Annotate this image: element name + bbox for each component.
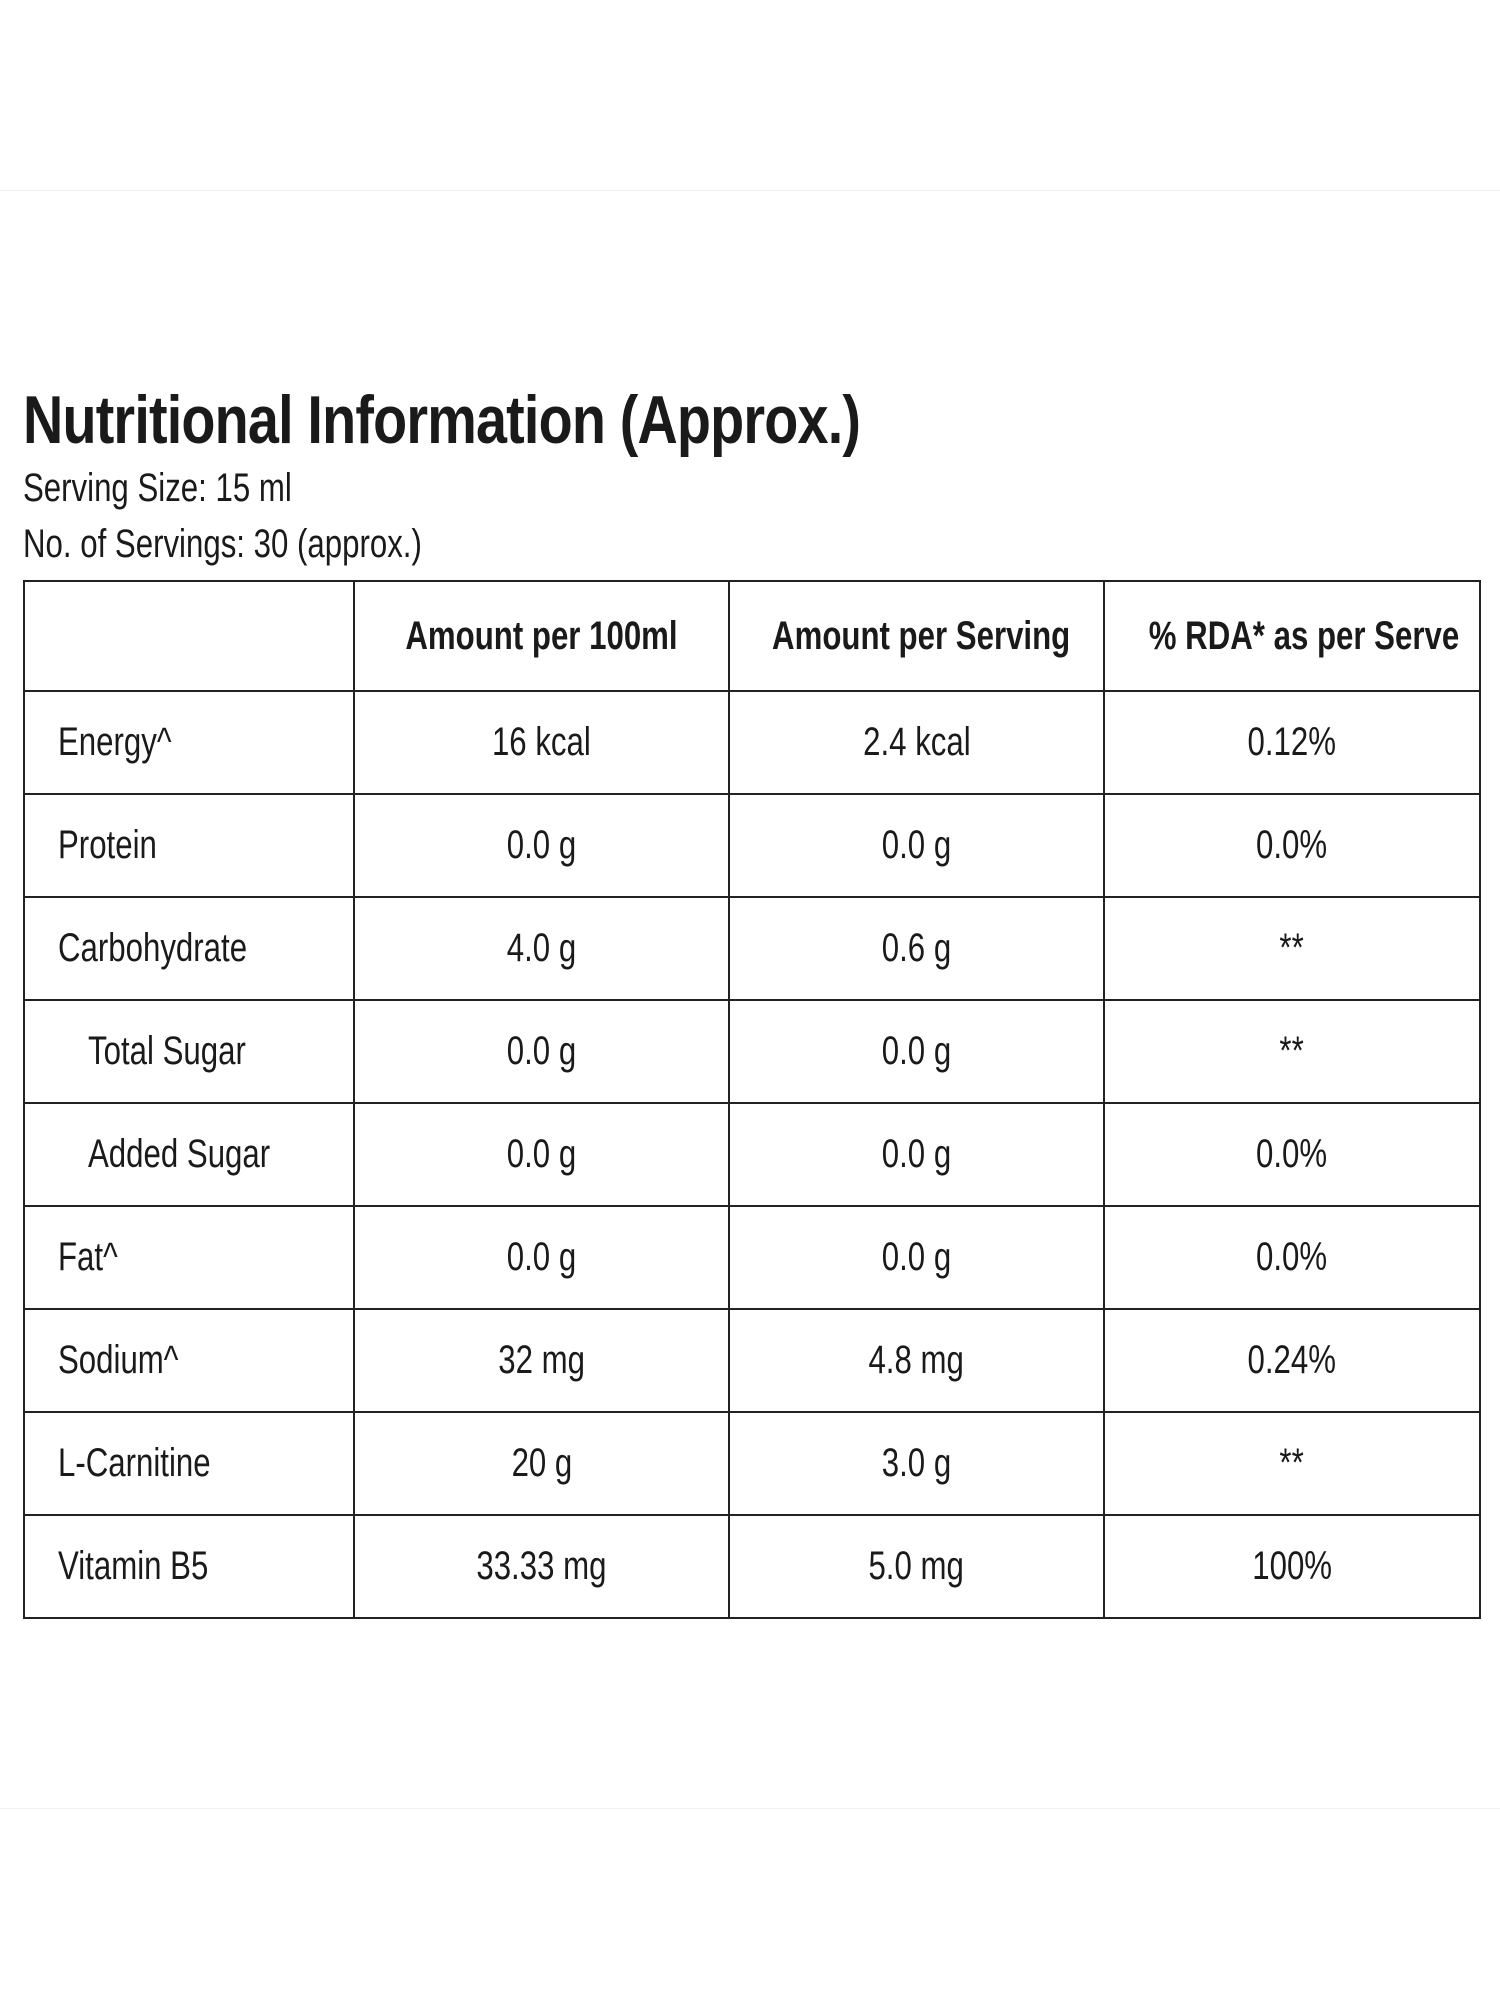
amount-per-100ml: 16 kcal (354, 691, 729, 794)
amount-per-100ml: 0.0 g (354, 1206, 729, 1309)
rda-percent: 100% (1104, 1515, 1480, 1618)
column-header-per-serving: Amount per Serving (729, 581, 1104, 691)
table-header-row (24, 581, 1480, 691)
rda-percent: 0.0% (1104, 1103, 1480, 1206)
amount-per-100ml: 0.0 g (354, 1000, 729, 1103)
nutrient-name: Vitamin B5 (24, 1515, 354, 1618)
nutrient-name: Sodium^ (24, 1309, 354, 1412)
rda-percent: 0.24% (1104, 1309, 1480, 1412)
nutrient-name: Energy^ (24, 691, 354, 794)
table-row (24, 1309, 1480, 1412)
amount-per-100ml: 4.0 g (354, 897, 729, 1000)
column-header-rda: % RDA* as per Serve (1104, 581, 1480, 691)
amount-per-100ml: 0.0 g (354, 1103, 729, 1206)
amount-per-100ml: 20 g (354, 1412, 729, 1515)
top-divider (0, 190, 1500, 191)
amount-per-100ml: 32 mg (354, 1309, 729, 1412)
amount-per-serving: 0.6 g (729, 897, 1104, 1000)
column-header-per-100ml: Amount per 100ml (354, 581, 729, 691)
column-header-nutrient (24, 581, 354, 691)
bottom-divider (0, 1808, 1500, 1809)
nutrient-name: Protein (24, 794, 354, 897)
amount-per-serving: 5.0 mg (729, 1515, 1104, 1618)
amount-per-serving: 3.0 g (729, 1412, 1104, 1515)
amount-per-serving: 4.8 mg (729, 1309, 1104, 1412)
nutrient-name: Total Sugar (24, 1000, 354, 1103)
serving-size: Serving Size: 15 ml (23, 466, 292, 510)
amount-per-serving: 0.0 g (729, 794, 1104, 897)
nutrition-header (23, 380, 1479, 572)
rda-percent: ** (1104, 1412, 1480, 1515)
table-row (24, 1412, 1480, 1515)
amount-per-100ml: 33.33 mg (354, 1515, 729, 1618)
page-title: Nutritional Information (Approx.) (23, 382, 861, 458)
table-row (24, 1000, 1480, 1103)
table-row (24, 1206, 1480, 1309)
table-row (24, 794, 1480, 897)
amount-per-serving: 0.0 g (729, 1000, 1104, 1103)
rda-percent: 0.0% (1104, 794, 1480, 897)
amount-per-100ml: 0.0 g (354, 794, 729, 897)
nutrient-name: L-Carnitine (24, 1412, 354, 1515)
rda-percent: ** (1104, 1000, 1480, 1103)
rda-percent: ** (1104, 897, 1480, 1000)
table-row (24, 1515, 1480, 1618)
nutrient-name: Carbohydrate (24, 897, 354, 1000)
nutrient-name: Added Sugar (24, 1103, 354, 1206)
table-row (24, 691, 1480, 794)
amount-per-serving: 0.0 g (729, 1103, 1104, 1206)
nutrition-table (23, 580, 1481, 1619)
amount-per-serving: 0.0 g (729, 1206, 1104, 1309)
servings-count: No. of Servings: 30 (approx.) (23, 522, 422, 566)
rda-percent: 0.0% (1104, 1206, 1480, 1309)
amount-per-serving: 2.4 kcal (729, 691, 1104, 794)
nutrient-name: Fat^ (24, 1206, 354, 1309)
table-row (24, 1103, 1480, 1206)
table-row (24, 897, 1480, 1000)
rda-percent: 0.12% (1104, 691, 1480, 794)
